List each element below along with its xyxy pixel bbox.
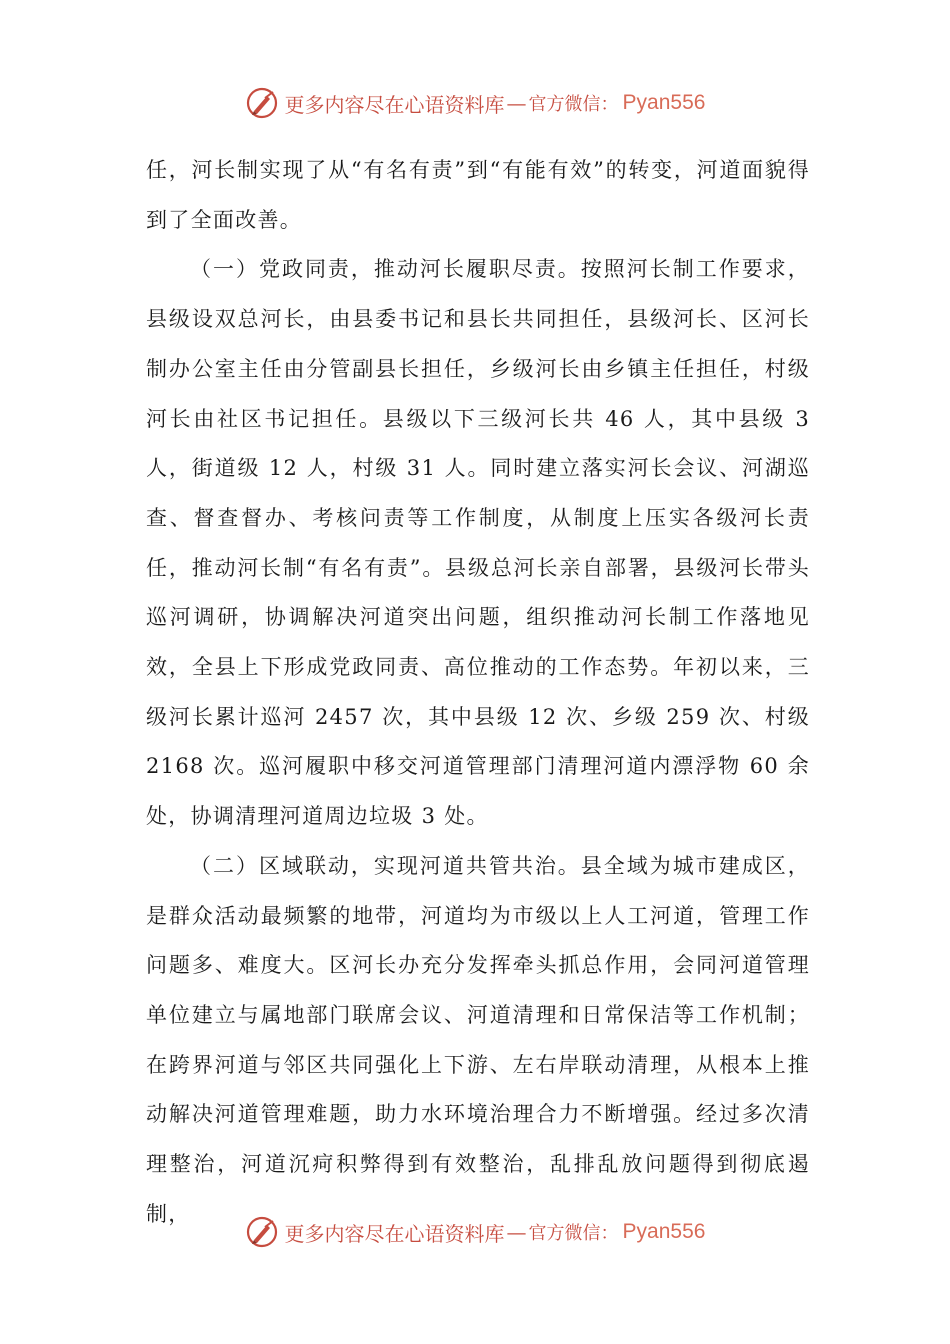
watermark-wechat-id: Pyan556 [622, 91, 706, 114]
pen-logo-icon [245, 86, 279, 120]
watermark-header [0, 83, 950, 123]
watermark-wechat-label: 官方微信： [528, 94, 619, 115]
watermark-wechat-label: 官方微信： [528, 1223, 619, 1244]
paragraph-section-one: （一）党政同责，推动河长履职尽责。按照河长制工作要求，县级设双总河长，由县委书记和县长共同担任，县级河长、区河长制办公室主任由分管副县长担任，乡级河长由乡镇主任担任，村级河长由社区书记担任。县级以下三级河长共 46 人，其中县级 3 人，街道级 12 人，村级 31 人。同时建立落实河长会议、河湖巡查、督查督办、考核问责等工作制度，从制度上压实各级河长责任，推动河长制“有名有责”。县级总河长亲自部署，县级河长带头巡河调研，协调解决河道突出问题，组织推动河长制工作落地见效，全县上下形成党政同责、高位推动的工作态势。年初以来，三级河长累计巡河 2457 次，其中县级 12 次、乡级 259 次、村级 2168 次。巡河履职中移交河道管理部门清理河道内漂浮物 60 余处，协调清理河道周边垃圾 3 处。 [146, 257, 810, 829]
watermark-brand: 更多内容尽在心语资料库 [284, 1221, 505, 1246]
watermark-brand: 更多内容尽在心语资料库 [284, 92, 505, 117]
pen-logo-icon [245, 1215, 279, 1249]
watermark-footer [0, 1212, 950, 1252]
document-body [146, 146, 810, 1239]
watermark-dash: — [506, 91, 527, 115]
watermark-wechat-id: Pyan556 [622, 1220, 706, 1243]
paragraph-section-two: （二）区域联动，实现河道共管共治。县全域为城市建成区，是群众活动最频繁的地带，河道均为市级以上人工河道，管理工作问题多、难度大。区河长办充分发挥牵头抓总作用，会同河道管理单位建立与属地部门联席会议、河道清理和日常保洁等工作机制；在跨界河道与邻区共同强化上下游、左右岸联动清理，从根本上推动解决河道管理难题，助力水环境治理合力不断增强。经过多次清理整治，河道沉疴积弊得到有效整治，乱排乱放问题得到彻底遏制， [146, 853, 810, 1226]
paragraph-continuation: 任，河长制实现了从“有名有责”到“有能有效”的转变，河道面貌得到了全面改善。 [146, 158, 810, 232]
watermark-dash: — [506, 1220, 527, 1244]
